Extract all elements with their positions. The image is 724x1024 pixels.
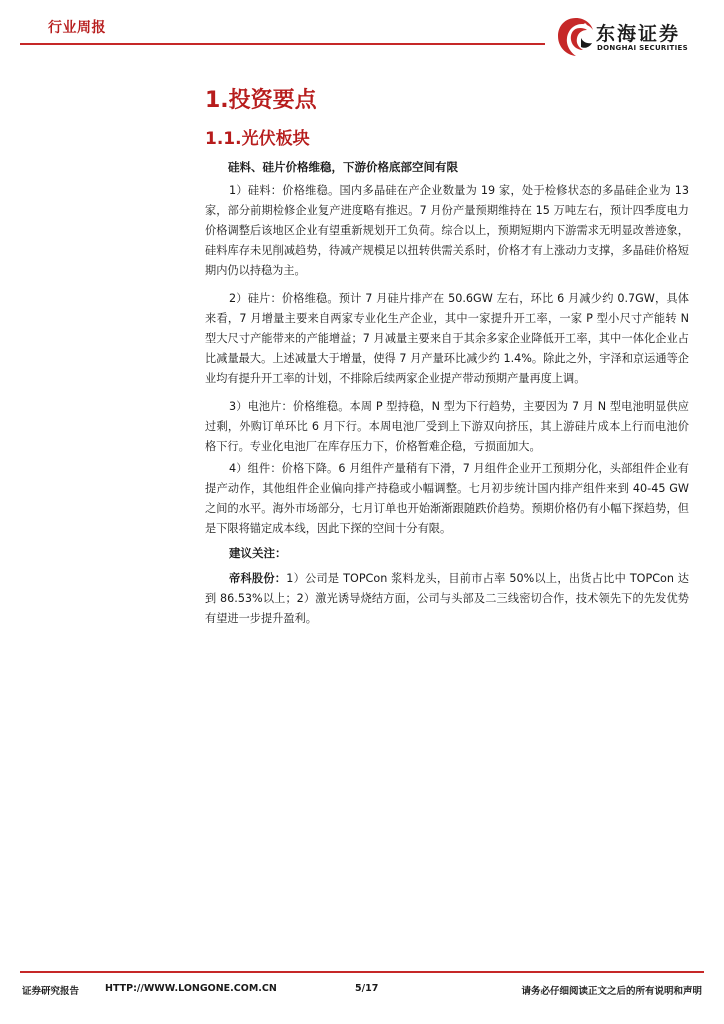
report-body <box>205 181 689 629</box>
paragraph-wafer: 2）硅片：价格维稳。预计 7 月硅片排产在 50.6GW 左右，环比 6 月减少约 0.7GW，具体来看，7 月增量主要来自两家专业化生产企业，其中一家提升开工率，一家 P 型小尺寸产能转 N 型大尺寸产能带来的产能增益；7 月减量主要来自于其余多家企业降低开工率，其中一体化企业占比减量最大。上述减量大于增量，使得 7 月产量环比减少约 1.4%。除此之外，宇泽和京运通等企业均有提升开工率的计划，不排除后续两家企业提产带动预期产量再度上调。 <box>205 292 689 385</box>
stock-pick-text: 1）公司是 TOPCon 浆料龙头，目前市占率 50%以上，出货占比中 TOPCon 达到 86.53%以上；2）激光诱导烧结方面，公司与头部及二三线密切合作，技术领先下的先发优势有望进一步提升盈利。 <box>205 572 689 625</box>
dragon-logo-icon <box>556 16 596 58</box>
brand-logo <box>556 16 706 60</box>
subsection-title: 1.1.光伏板块 <box>205 129 310 149</box>
paragraph-polysilicon: 1）硅料：价格维稳。国内多晶硅在产企业数量为 19 家，处于检修状态的多晶硅企业为 13 家，部分前期检修企业复产进度略有推迟。7 月份产量预期维持在 15 万吨左右，预计四季度电力价格调整后该地区企业有望重新规划开工负荷。综合以上，预期短期内下游需求无明显改善迹象，硅料库存未见削减趋势，待减产规模足以扭转供需关系时，价格才有上涨动力支撑，多晶硅价格短期内仍以持稳为主。 <box>205 184 689 277</box>
page-number: 5/17 <box>355 983 379 994</box>
footer-website-link[interactable]: HTTP://WWW.LONGONE.COM.CN <box>105 983 277 994</box>
advice-heading: 建议关注： <box>229 546 287 560</box>
stock-pick <box>205 569 689 629</box>
section-title: 1.投资要点 <box>205 88 317 113</box>
stock-pick-name: 帝科股份： <box>229 572 287 585</box>
section-subheading: 硅料、硅片价格维稳，下游价格底部空间有限 <box>228 160 458 174</box>
footer-report-type: 证券研究报告 <box>22 986 80 997</box>
footer-disclaimer: 请务必仔细阅读正文之后的所有说明和声明 <box>521 986 702 997</box>
header-divider <box>20 43 545 45</box>
brand-name-cn: 东海证券 <box>596 23 681 45</box>
footer-divider <box>20 971 704 973</box>
report-category: 行业周报 <box>48 20 106 36</box>
brand-name-en: DONGHAI SECURITIES <box>597 44 688 52</box>
paragraph-module: 4）组件：价格下降。6 月组件产量稍有下滑，7 月组件企业开工预期分化，头部组件企业有提产动作，其他组件企业偏向排产持稳或小幅调整。七月初步统计国内排产组件来到 40-45 GW 之间的水平。海外市场部分，七月订单也开始渐渐跟随跌价趋势。预期价格仍有小幅下探趋势，但是下限将锚定成本线，因此下探的空间十分有限。 <box>205 462 689 535</box>
paragraph-cell: 3）电池片：价格维稳。本周 P 型持稳，N 型为下行趋势，主要因为 7 月 N 型电池明显供应过剩，外购订单环比 6 月下行。本周电池厂受到上下游双向挤压，其上游硅片成本上行而电池价格下行。专业化电池厂在库存压力下，价格暂难企稳，亏损面加大。 <box>205 400 689 453</box>
